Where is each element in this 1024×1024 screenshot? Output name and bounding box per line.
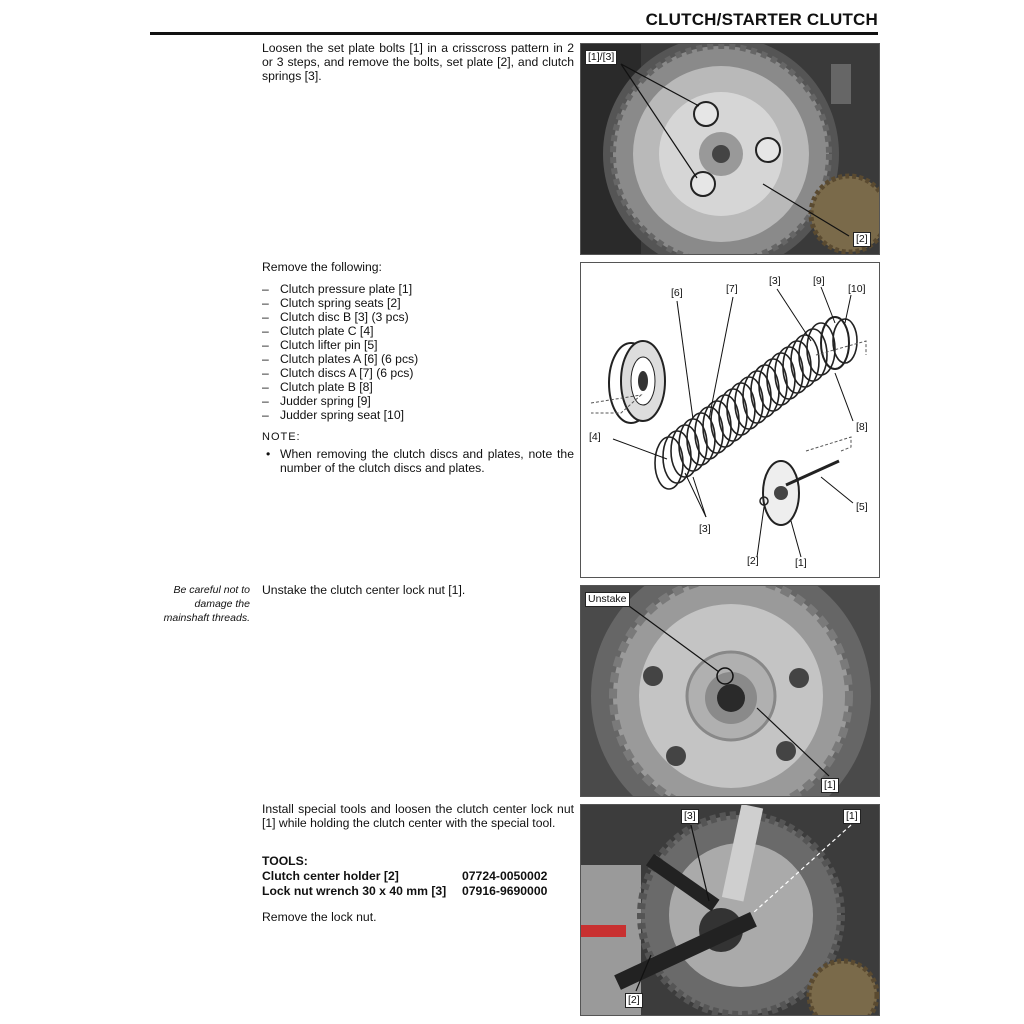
photo-special-tools [580,804,880,1016]
list-item: – Clutch discs A [7] (6 pcs) [262,366,418,380]
label-disc-b-top: [3] [769,275,781,287]
step4-text: Install special tools and loosen the clutch center lock nut [1] while holding the clutch center with the special tool. [262,802,574,830]
list-item: – Clutch lifter pin [5] [262,338,418,352]
callout-set-plate: [2] [853,232,871,247]
callout-lock-nut: [1] [843,809,861,824]
photo-set-plate-bolts [580,43,880,255]
list-item: – Clutch plate C [4] [262,324,418,338]
label-spring-seats: [2] [747,555,759,567]
tool-row [262,869,572,884]
tool-name: Clutch center holder [2] [262,869,399,883]
label-judder-spring: [9] [813,275,825,287]
exploded-clutch-diagram [580,262,880,578]
list-item: – Clutch disc B [3] (3 pcs) [262,310,418,324]
step2-intro: Remove the following: [262,260,382,274]
list-item: – Clutch pressure plate [1] [262,282,418,296]
callout-bolts-springs: [1]/[3] [585,50,617,65]
list-item: – Judder spring seat [10] [262,408,418,422]
step4-closing: Remove the lock nut. [262,910,377,924]
note-body: When removing the clutch discs and plates, note the number of the clutch discs and plates. [280,447,574,475]
callout-lock-nut-wrench: [3] [681,809,699,824]
tool-name: Lock nut wrench 30 x 40 mm [3] [262,884,447,898]
label-plates-a: [6] [671,287,683,299]
note-text [262,447,574,475]
tools-section [262,854,572,899]
header-rule [150,32,878,35]
step3-text: Unstake the clutch center lock nut [1]. [262,583,466,597]
label-discs-a: [7] [726,283,738,295]
callout-lock-nut: [1] [821,778,839,793]
list-item: – Clutch plates A [6] (6 pcs) [262,352,418,366]
list-item: – Clutch plate B [8] [262,380,418,394]
photo-unstake-lock-nut [580,585,880,797]
label-pressure-plate: [1] [795,557,807,569]
label-judder-seat: [10] [848,283,866,295]
tool-row [262,884,572,899]
tools-heading: TOOLS: [262,854,308,868]
callout-center-holder: [2] [625,993,643,1008]
list-item: – Clutch spring seats [2] [262,296,418,310]
label-plate-c: [4] [589,431,601,443]
tool-code: 07724-0050002 [462,869,548,883]
tool-code: 07916-9690000 [462,884,548,898]
label-lifter-pin: [5] [856,501,868,513]
note-bullet: • [266,447,271,461]
parts-list [262,282,418,422]
note-label: NOTE: [262,431,301,443]
label-disc-b-bottom: [3] [699,523,711,535]
step1-text: Loosen the set plate bolts [1] in a crisscross pattern in 2 or 3 steps, and remove the bolts, set plate [2], and clutch springs [3]. [262,41,574,83]
side-caution-note: Be careful not to damage the mainshaft threads. [163,584,250,624]
callout-unstake: Unstake [585,592,630,607]
list-item: – Judder spring [9] [262,394,418,408]
label-plate-b: [8] [856,421,868,433]
section-title: CLUTCH/STARTER CLUTCH [645,10,878,29]
